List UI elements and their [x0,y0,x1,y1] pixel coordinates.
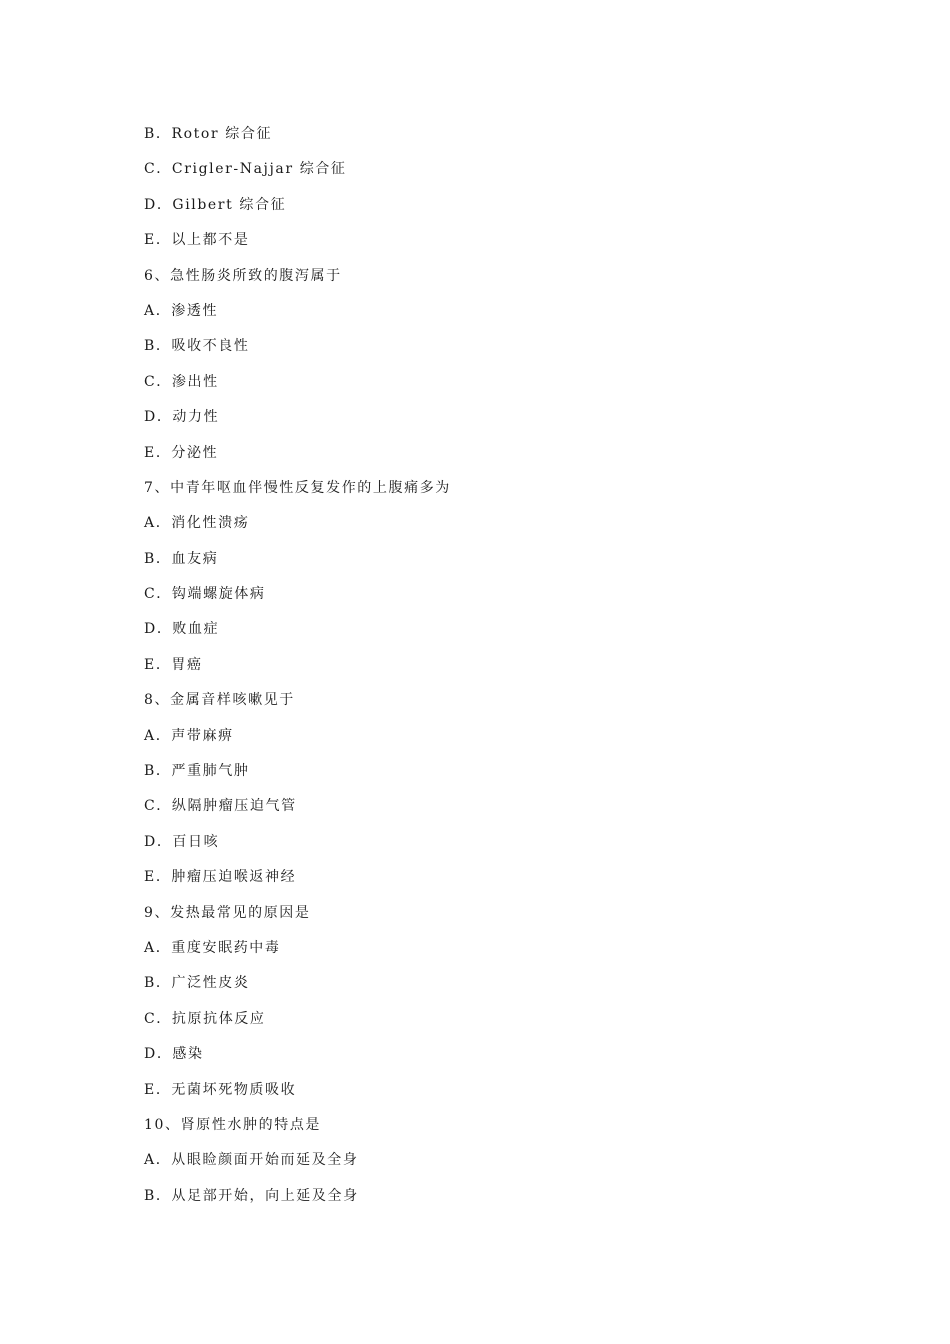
option-5b: B．Rotor 综合征 [144,126,273,142]
option-8b: B．严重肺气肿 [144,763,250,780]
option-7e: E．胃癌 [144,656,203,673]
option-8c: C．纵隔肿瘤压迫气管 [144,798,297,815]
option-7a: A．消化性溃疡 [144,515,250,532]
option-8a: A．声带麻痹 [144,727,234,744]
question-list [144,122,844,1219]
question-10: 10、肾原性水肿的特点是 [144,1116,322,1133]
option-5c: C．Crigler-Najjar 综合征 [144,161,347,178]
option-10b: B．从足部开始，向上延及全身 [144,1187,359,1204]
option-7c: C．钩端螺旋体病 [144,586,266,603]
option-6a: A．渗透性 [144,302,219,319]
option-5e: E．以上都不是 [144,232,250,249]
option-6b: B．吸收不良性 [144,338,250,355]
option-9d: D．感染 [144,1046,204,1063]
option-6d: D．动力性 [144,409,220,426]
option-6e: E．分泌性 [144,444,219,461]
option-8d: D．百日咳 [144,833,220,850]
option-7b: B．血友病 [144,550,219,567]
option-9e: E．无菌坏死物质吸收 [144,1081,297,1098]
option-9c: C．抗原抗体反应 [144,1010,266,1027]
question-6: 6、急性肠炎所致的腹泻属于 [144,267,342,284]
question-7: 7、中青年呕血伴慢性反复发作的上腹痛多为 [144,479,451,496]
option-10a: A．从眼睑颜面开始而延及全身 [144,1152,359,1169]
question-8: 8、金属音样咳嗽见于 [144,692,295,709]
option-9a: A．重度安眠药中毒 [144,939,281,956]
option-7d: D．败血症 [144,621,220,638]
question-9: 9、发热最常见的原因是 [144,904,311,921]
option-6c: C．渗出性 [144,373,219,390]
option-8e: E．肿瘤压迫喉返神经 [144,869,297,886]
option-5d: D．Gilbert 综合征 [144,196,287,213]
option-9b: B．广泛性皮炎 [144,975,250,992]
